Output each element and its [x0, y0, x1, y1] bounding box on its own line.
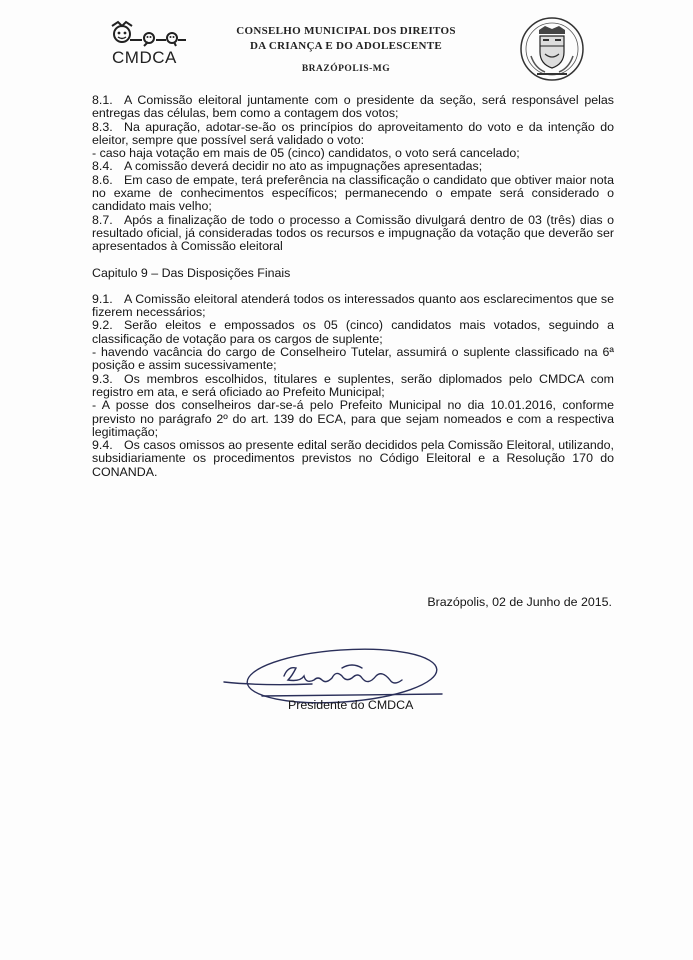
paragraph [92, 214, 614, 254]
item-text: - A posse dos conselheiros dar-se-á pelo Prefeito Municipal no dia 10.01.2016, conforme previsto no parágrafo 2º do art. 139 do ECA, para que sejam nomeados e com a respectiva legitimação; [92, 398, 614, 439]
item-number: 9.1. [92, 291, 113, 306]
chapter-title: Capitulo 9 – Das Disposições Finais [92, 265, 291, 280]
header-city: BRAZÓPOLIS-MG [301, 64, 391, 74]
item-text: Após a finalização de todo o processo a Comissão divulgará dentro de 03 (três) dias o resultado oficial, já consideradas todos os recursos e impugnação da votação que deverão ser apresentados à Comissão eleitoral [92, 212, 614, 254]
item-number: 8.4. [92, 159, 113, 174]
item-number: 9.3. [92, 371, 113, 386]
item-number: 8.6. [92, 172, 113, 187]
item-number: 8.1. [92, 93, 113, 107]
paragraph [92, 293, 614, 320]
signature-caption: Presidente do CMDCA [288, 698, 414, 712]
paragraph [92, 399, 614, 439]
paragraph [92, 373, 614, 400]
item-number: 8.3. [92, 119, 113, 134]
item-text: Os casos omissos ao presente edital serão decididos pela Comissão Eleitoral, utilizando, subsidiariamente os procedimentos previstos no Código Eleitoral e a Resolução 170 do CONANDA. [92, 438, 614, 479]
council-name-line2: DA CRIANÇA E DO ADOLESCENTE [249, 40, 443, 52]
item-text: A Comissão eleitoral atenderá todos os interessados quanto aos esclarecimentos que se fizerem necessários; [92, 291, 614, 320]
place-and-date: Brazópolis, 02 de Junho de 2015. [427, 595, 612, 609]
item-text: - havendo vacância do cargo de Conselheiro Tutelar, assumirá o suplente classificado na 6ª posição e assim sucessivamente; [92, 345, 614, 373]
paragraph [92, 160, 614, 173]
item-text: Em caso de empate, terá preferência na classificação o candidato que obtiver maior nota no exame de conhecimentos específicos; permanecendo o empate será considerado o candidato mais velho; [92, 172, 614, 214]
logo-caption: CMDCA [112, 48, 177, 67]
item-number: 9.2. [92, 318, 113, 333]
item-text: A Comissão eleitoral juntamente com o presidente da seção, será responsável pelas entregas das células, bem como a contagem dos votos; [92, 93, 614, 121]
paragraph [92, 346, 614, 373]
item-text: A comissão deverá decidir no ato as impugnações apresentadas; [124, 159, 483, 174]
item-text: Na apuração, adotar-se-ão os princípios do aproveitamento do voto e da intenção do eleitor, sempre que possível será validado o voto: [92, 119, 614, 147]
document-body [92, 94, 614, 479]
item-number: 9.4. [92, 438, 113, 453]
item-text: Serão eleitos e empossados os 05 (cinco) candidatos mais votados, seguindo a classificação de votação para os cargos de suplente; [92, 318, 614, 346]
paragraph [92, 439, 614, 479]
paragraph [92, 94, 614, 121]
paragraph [92, 121, 614, 148]
item-text: - caso haja votação em mais de 05 (cinco) candidatos, o voto será cancelado; [92, 146, 520, 161]
item-number: 8.7. [92, 212, 113, 227]
item-text: Os membros escolhidos, titulares e suplentes, serão diplomados pelo CMDCA com registro em ata, e será oficiado ao Prefeito Municipal; [92, 371, 614, 399]
paragraph [92, 319, 614, 346]
council-name [196, 24, 496, 54]
council-name-line1: CONSELHO MUNICIPAL DOS DIREITOS [236, 25, 456, 37]
paragraph [92, 147, 614, 160]
municipal-coat-of-arms-icon [519, 16, 585, 82]
paragraph [92, 174, 614, 214]
cmdca-logo [104, 20, 194, 72]
